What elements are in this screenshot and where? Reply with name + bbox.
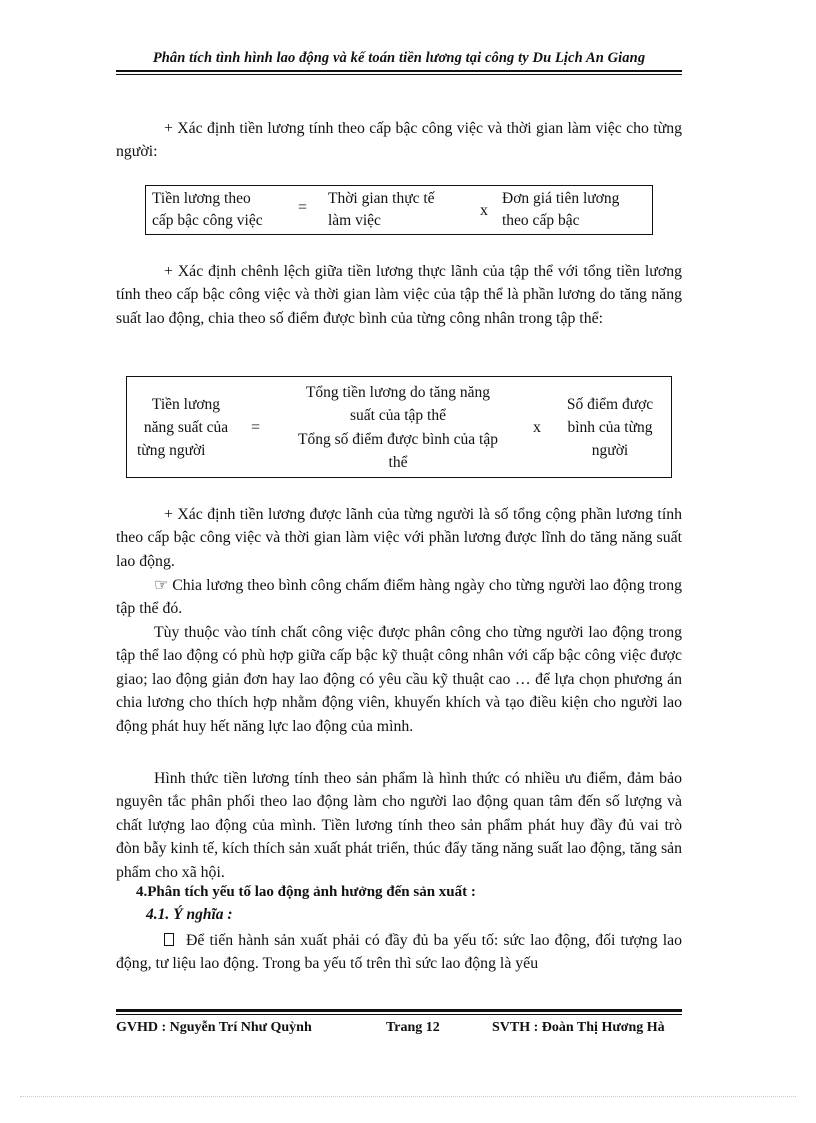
footer-student: SVTH : Đoàn Thị Hương Hà bbox=[492, 1020, 665, 1035]
formula2-numerator-line1: Tổng tiền lương do tăng năng bbox=[305, 384, 491, 401]
formula2-right-line3: người bbox=[591, 442, 629, 459]
formula1-left-line1: Tiền lương theo bbox=[152, 190, 251, 207]
formula2-right-line2: bình của từng bbox=[567, 419, 653, 436]
page-bottom-dotted-line bbox=[20, 1096, 796, 1097]
formula2-denominator-line2: thể bbox=[388, 454, 408, 471]
paragraph-5: Tùy thuộc vào tính chất công việc được phân công cho từng người lao động trong tập thể lao động có phù hợp giữa cấp bậc kỹ thuật công nhân với cấp bậc công việc được giao; lao động giản đơn hay lao động có yêu cầu kỹ thuật cao … để lựa chọn phương án chia lương cho thích hợp nhằm động viên, khuyến khích và tạo điều kiện cho người lao động phát huy hết năng lực lao động của mình. bbox=[116, 624, 682, 735]
footer-rule-thick bbox=[116, 1009, 682, 1012]
paragraph-6: Hình thức tiền lương tính theo sản phẩm là hình thức có nhiều ưu điểm, đảm bảo nguyên tắc phân phối theo lao động làm cho người lao động quan tâm đến số lượng và chất lượng lao động của mình. Tiền lương tính theo sản phẩm phát huy đầy đủ vai trò đòn bẫy kinh tế, kích thích sản xuất phát triển, thúc đẩy tăng năng suất lao động, tăng sản phẩm cho xã hội. bbox=[116, 770, 682, 881]
paragraph-4 bbox=[116, 574, 682, 621]
formula2-equals: = bbox=[251, 419, 261, 436]
formula1-equals: = bbox=[298, 199, 308, 216]
formula2-denominator-line1: Tổng số điểm được bình của tập bbox=[298, 431, 498, 448]
formula-box-2 bbox=[126, 376, 672, 478]
page-header-title: Phân tích tình hình lao động và kế toán tiền lương tại công ty Du Lịch An Giang bbox=[152, 50, 646, 66]
footer-page-number: Trang 12 bbox=[386, 1020, 440, 1035]
formula1-right-line2: theo cấp bậc bbox=[502, 212, 580, 229]
paragraph-7-text: Để tiến hành sản xuất phải có đầy đủ ba yếu tố: sức lao động, đối tượng lao động, tư liệu lao động. Trong ba yếu tố trên thì sức lao động là yếu bbox=[116, 932, 682, 973]
formula2-right-line1: Số điểm được bbox=[566, 396, 654, 413]
paragraph-7 bbox=[116, 929, 682, 976]
subsection-heading-4-1: 4.1. Ý nghĩa : bbox=[146, 906, 233, 923]
header-rule bbox=[116, 70, 682, 72]
formula1-times: x bbox=[480, 202, 488, 219]
section-heading-4: 4.Phân tích yếu tố lao động ảnh hưởng đến sản xuất : bbox=[136, 884, 476, 900]
formula2-numerator-line2: suất của tập thể bbox=[350, 407, 446, 424]
paragraph-1: + Xác định tiền lương tính theo cấp bậc công việc và thời gian làm việc cho từng người: bbox=[116, 120, 682, 161]
formula2-times: x bbox=[533, 419, 541, 436]
bullet-box-icon bbox=[164, 933, 174, 946]
paragraph-3: + Xác định tiền lương được lãnh của từng người là số tổng cộng phần lương tính theo cấp bậc công việc và thời gian làm việc với phần lương được lĩnh do tăng năng suất lao động. bbox=[116, 506, 682, 570]
formula1-right-line1: Đơn giá tiên lương bbox=[502, 190, 620, 207]
paragraph-2: + Xác định chênh lệch giữa tiền lương thực lãnh của tập thể với tổng tiền lương tính theo cấp bậc công việc và thời gian làm việc của tập thể là phần lương do tăng năng suất lao động, chia theo số điểm được bình của từng công nhân trong tập thể: bbox=[116, 263, 682, 327]
footer-rule-thin bbox=[116, 1014, 682, 1015]
formula2-left-line2: năng suất của bbox=[143, 419, 229, 436]
header-rule-thin bbox=[116, 74, 682, 75]
formula1-left-line2: cấp bậc công việc bbox=[152, 212, 263, 229]
formula-box-1 bbox=[145, 185, 653, 235]
formula2-left-line1: Tiền lương bbox=[151, 396, 221, 413]
paragraph-4-text: Chia lương theo bình công chấm điểm hàng ngày cho từng người lao động trong tập thể đó. bbox=[116, 577, 682, 618]
formula2-left-line3: từng người bbox=[137, 442, 206, 459]
formula1-mid-line1: Thời gian thực tế bbox=[328, 190, 435, 207]
footer-advisor: GVHD : Nguyễn Trí Như Quỳnh bbox=[116, 1020, 312, 1035]
pointing-hand-icon: ☞ bbox=[154, 577, 169, 594]
formula1-mid-line2: làm việc bbox=[328, 212, 381, 229]
